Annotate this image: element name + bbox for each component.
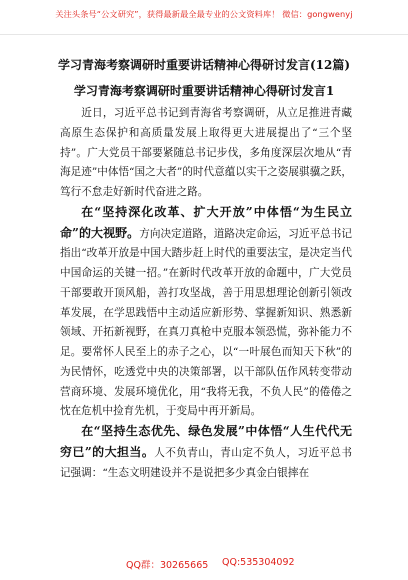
paragraph-reform (60, 203, 352, 422)
qq-contact-number: QQ:535304092 (222, 557, 295, 568)
paragraph-ecology (60, 422, 352, 483)
paragraph-text: 近日，习近平总书记到青海省考察调研，从立足推进青藏高原生态保护和高质量发展上取得更大进展提出了“三个坚持”。广大党员干部要紧随总书记步伐，多角度深层次地从“青海足迹”中体悟“国之大者”的时代意蕴以实干之姿展骐骥之跃，笃行不怠走好新时代奋进之路。 (60, 107, 352, 198)
top-banner (0, 0, 408, 35)
paragraph-heading: 在“坚持深化改革、扩大开放”中体悟“为生民立命”的大视野。 (60, 204, 352, 240)
qq-group-number: QQ群：30265665 (126, 560, 209, 571)
document-title: 学习青海考察调研时重要讲话精神心得研讨发言(12篇) (57, 58, 351, 72)
document-body (60, 104, 352, 483)
paragraph-text: 方向决定道路，道路决定命运，习近平总书记指出“改革开放是中国大踏步赶上时代的重要法宝，是决定当代中国命运的关键一招。”在新时代改革开放的命题中，广大党员干部要敢开顶风船，善打攻坚战，善于用思想理论创新引领改革发展，在学思践悟中主动适应新形势、掌握新知识、熟悉新领域、开拓新视野，在真刀真枪中克服本领恐慌，弥补能力不足。要常怀人民至上的赤子之心，以“一叶展色而知天下秋”的为民情怀，吃透党中央的决策部署，以干部队伍作风转变带动营商环境、发展环境优化，用“我将无我，不负人民”的倦倦之忱在危机中捡育先机，于变局中再开新局。 (60, 227, 352, 418)
document-subtitle: 学习青海考察调研时重要讲话精神心得研讨发言1 (73, 84, 335, 98)
banner-text: 关注头条号“公文研究”，获得最新最全最专业的公文资料库！ 微信：gongwenyj (55, 9, 353, 19)
paragraph-intro (60, 104, 352, 203)
paragraph-heading: 在“坚持生态优先、绿色发展”中体悟“人生代代无穷已”的大担当。 (60, 424, 352, 459)
paragraph-text: 人不负青山，青山定不负人，习近平总书记强调：“生态文明建设并不是说把多少真金白银摔在 (60, 446, 352, 479)
